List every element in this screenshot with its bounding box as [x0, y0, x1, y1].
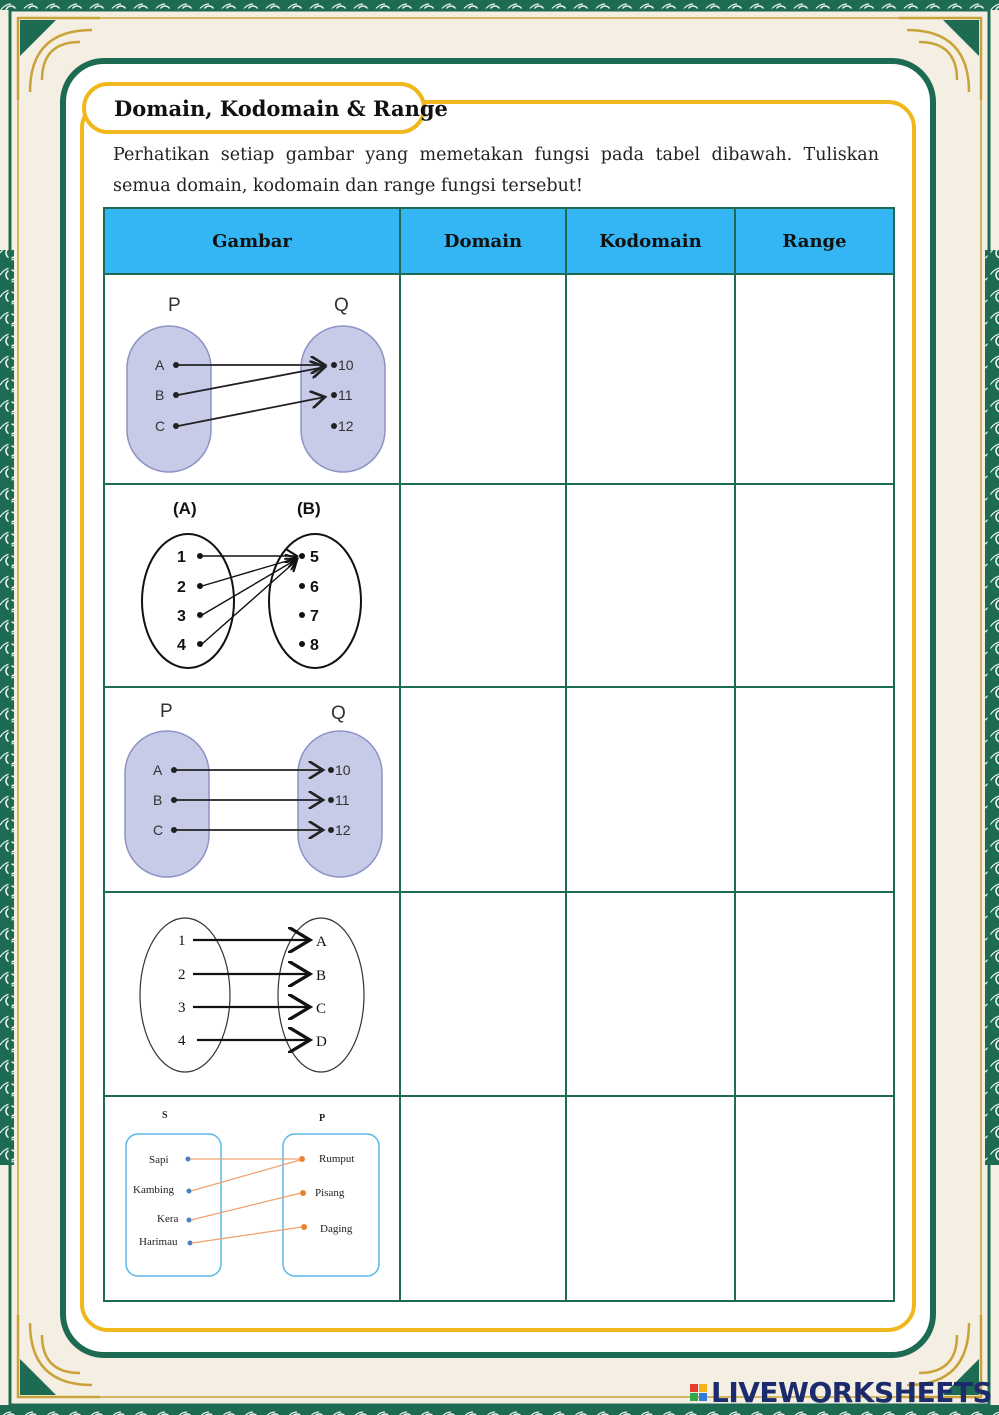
range-answer-cell[interactable] [735, 274, 894, 484]
element-label: 10 [338, 357, 354, 373]
element-label: Rumput [319, 1153, 355, 1165]
mapping-diagram-5 [105, 1098, 399, 1299]
gambar-cell [104, 484, 400, 687]
mapping-diagram-2 [105, 486, 399, 685]
element-label: C [155, 418, 166, 434]
liveworksheets-watermark [690, 1376, 992, 1409]
element-label: 11 [335, 792, 350, 808]
element-label: 4 [178, 1033, 186, 1049]
mapping-diagram-1 [105, 276, 399, 482]
set-b-label: (B) [297, 499, 321, 518]
header-kodomain: Kodomain [566, 208, 735, 274]
element-label: 11 [338, 387, 353, 403]
set-p-oval [127, 326, 211, 472]
element-label: 1 [177, 549, 186, 566]
element-label: 6 [310, 579, 319, 596]
element-label: 5 [310, 549, 319, 566]
set-p-label: P [160, 701, 173, 722]
range-answer-cell[interactable] [735, 892, 894, 1096]
kodomain-answer-cell[interactable] [566, 892, 735, 1096]
element-label: 1 [178, 933, 186, 949]
set-s-label: S [162, 1110, 168, 1121]
set-p-label: P [319, 1113, 326, 1124]
element-label: B [155, 387, 165, 403]
header-domain: Domain [400, 208, 566, 274]
mapping-diagram-4 [105, 894, 399, 1094]
domain-answer-cell[interactable] [400, 687, 566, 892]
table-row [104, 274, 894, 484]
table-row [104, 892, 894, 1096]
element-label: 3 [177, 608, 186, 625]
element-label: Kera [157, 1213, 179, 1225]
table-row [104, 687, 894, 892]
element-label: Daging [320, 1223, 353, 1235]
range-answer-cell[interactable] [735, 687, 894, 892]
element-label: 7 [310, 608, 319, 625]
header-gambar: Gambar [104, 208, 400, 274]
element-label: 12 [335, 822, 351, 838]
kodomain-answer-cell[interactable] [566, 687, 735, 892]
element-label: A [316, 934, 327, 950]
table-row [104, 484, 894, 687]
element-label: 2 [178, 967, 186, 983]
kodomain-answer-cell[interactable] [566, 1096, 735, 1301]
gambar-cell [104, 1096, 400, 1301]
element-label: B [153, 792, 163, 808]
set-q-label: Q [331, 703, 346, 724]
gambar-cell [104, 274, 400, 484]
mapping-diagram-3 [105, 689, 399, 890]
kodomain-answer-cell[interactable] [566, 484, 735, 687]
element-label: B [316, 968, 327, 984]
element-label: C [316, 1001, 327, 1017]
element-label: D [316, 1034, 327, 1050]
range-answer-cell[interactable] [735, 1096, 894, 1301]
element-label: 8 [310, 637, 319, 654]
worksheet-table [103, 207, 895, 1302]
gambar-cell [104, 892, 400, 1096]
domain-answer-cell[interactable] [400, 892, 566, 1096]
set-a-oval [142, 534, 234, 668]
element-label: 3 [178, 1000, 186, 1016]
element-label: Harimau [139, 1236, 178, 1248]
watermark-text: LIVEWORKSHEETS [711, 1376, 993, 1409]
instructions-text: Perhatikan setiap gambar yang memetakan fungsi pada tabel dibawah. Tuliskan semua domain, kodomain dan range fungsi tersebut! [113, 145, 879, 196]
element-label: A [155, 357, 165, 373]
range-answer-cell[interactable] [735, 484, 894, 687]
gambar-cell [104, 687, 400, 892]
kodomain-answer-cell[interactable] [566, 274, 735, 484]
element-label: Kambing [133, 1184, 174, 1196]
set-q-label: Q [334, 295, 349, 316]
table-row [104, 1096, 894, 1301]
element-label: 2 [177, 579, 186, 596]
element-label: 12 [338, 418, 354, 434]
set-s-box [126, 1134, 221, 1276]
element-label: A [153, 762, 163, 778]
set-p-label: P [168, 295, 181, 316]
element-label: Sapi [149, 1154, 169, 1166]
element-label: Pisang [315, 1187, 345, 1199]
page-title: Domain, Kodomain & Range [82, 82, 426, 134]
element-label: 4 [177, 637, 186, 654]
liveworksheets-logo-icon [690, 1384, 707, 1401]
domain-answer-cell[interactable] [400, 1096, 566, 1301]
set-a-label: (A) [173, 499, 197, 518]
header-range: Range [735, 208, 894, 274]
element-label: C [153, 822, 164, 838]
set-p-oval [125, 731, 209, 877]
element-label: 10 [335, 762, 351, 778]
domain-answer-cell[interactable] [400, 484, 566, 687]
table-header-row [104, 208, 894, 274]
domain-answer-cell[interactable] [400, 274, 566, 484]
